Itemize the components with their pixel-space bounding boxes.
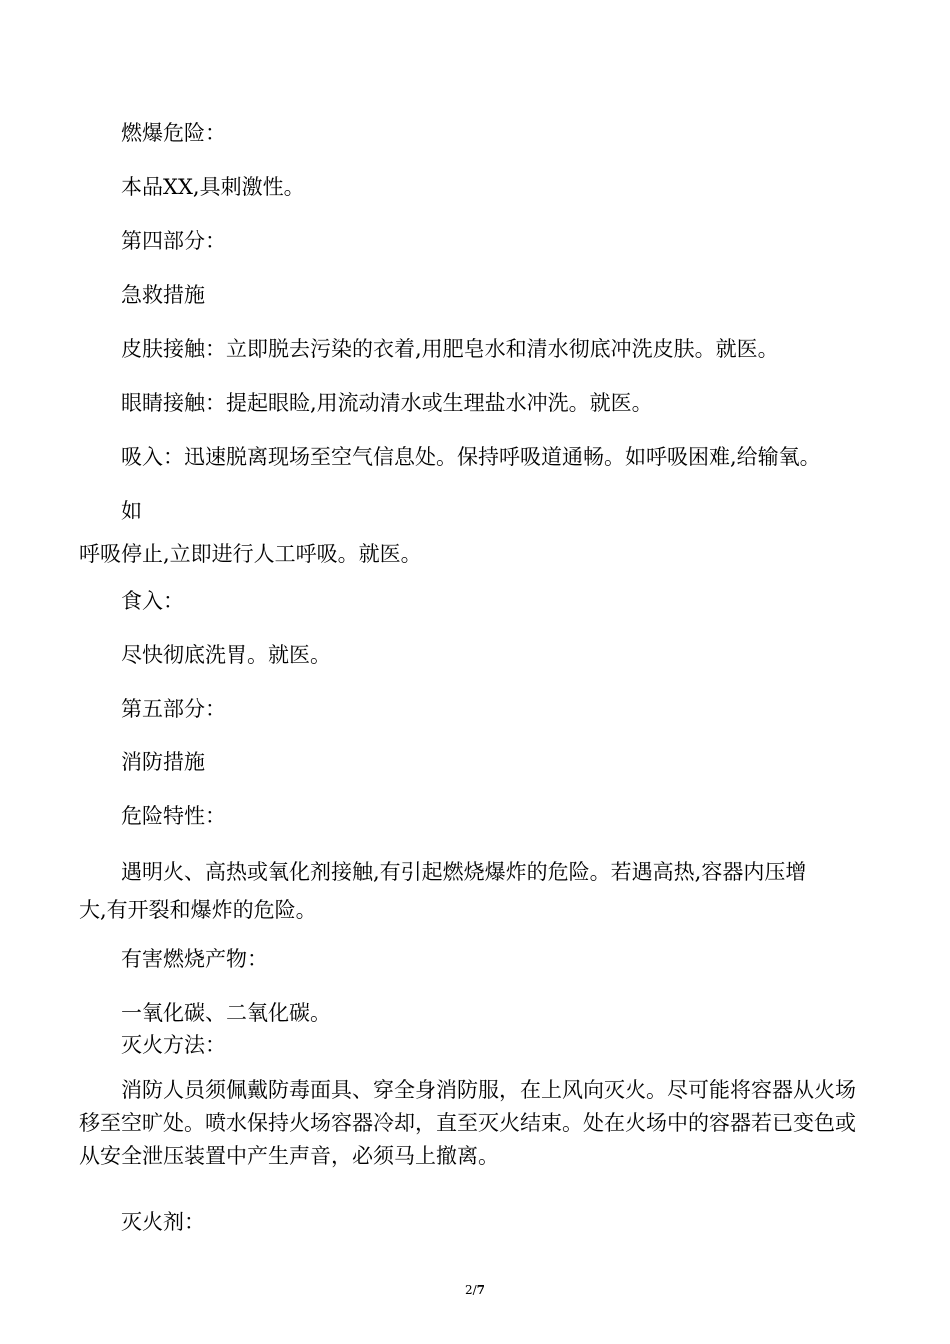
section-heading: 第五部分：	[121, 697, 226, 721]
text-line: 尽快彻底洗胃。就医。	[121, 643, 331, 667]
text-line: 有害燃烧产物：	[121, 947, 268, 971]
text-line: 灭火方法：	[121, 1033, 226, 1057]
text-line: 遇明火、高热或氧化剂接触,有引起燃烧爆炸的危险。若遇高热,容器内压增	[121, 860, 807, 884]
text-line: 灭火剂：	[121, 1210, 205, 1234]
page-current: 2/	[464, 1283, 477, 1297]
text-line: 吸入：迅速脱离现场至空气信息处。保持呼吸道通畅。如呼吸困难,给输氧。	[121, 445, 821, 469]
fire-fighting-paragraph: 消防人员须佩戴防毒面具、穿全身消防服，在上风向灭火。尽可能将容器从火场移至空旷处。喷水保持火场容器冷却，直至灭火结束。处在火场中的容器若已变色或从安全泄压装置中产生声音，必须马上撤离。	[79, 1078, 856, 1168]
text-line: 食入：	[121, 589, 184, 613]
text-line: 眼睛接触：提起眼睑,用流动清水或生理盐水冲洗。就医。	[121, 391, 653, 415]
text-line: 如	[121, 499, 142, 523]
text-line: 呼吸停止,立即进行人工呼吸。就医。	[79, 542, 422, 566]
text-line: 本品XX,具刺激性。	[121, 175, 305, 199]
text-line: 大,有开裂和爆炸的危险。	[79, 898, 317, 922]
section-title: 急救措施	[121, 283, 205, 307]
text-line: 危险特性：	[121, 804, 226, 828]
page-number	[0, 1283, 950, 1297]
section-title: 消防措施	[121, 750, 205, 774]
text-line: 燃爆危险：	[121, 121, 226, 145]
text-line: 一氧化碳、二氧化碳。	[121, 1001, 331, 1025]
section-heading: 第四部分：	[121, 229, 226, 253]
text-line: 皮肤接触：立即脱去污染的衣着,用肥皂水和清水彻底冲洗皮肤。就医。	[121, 337, 779, 361]
page-total: 7	[476, 1283, 486, 1297]
